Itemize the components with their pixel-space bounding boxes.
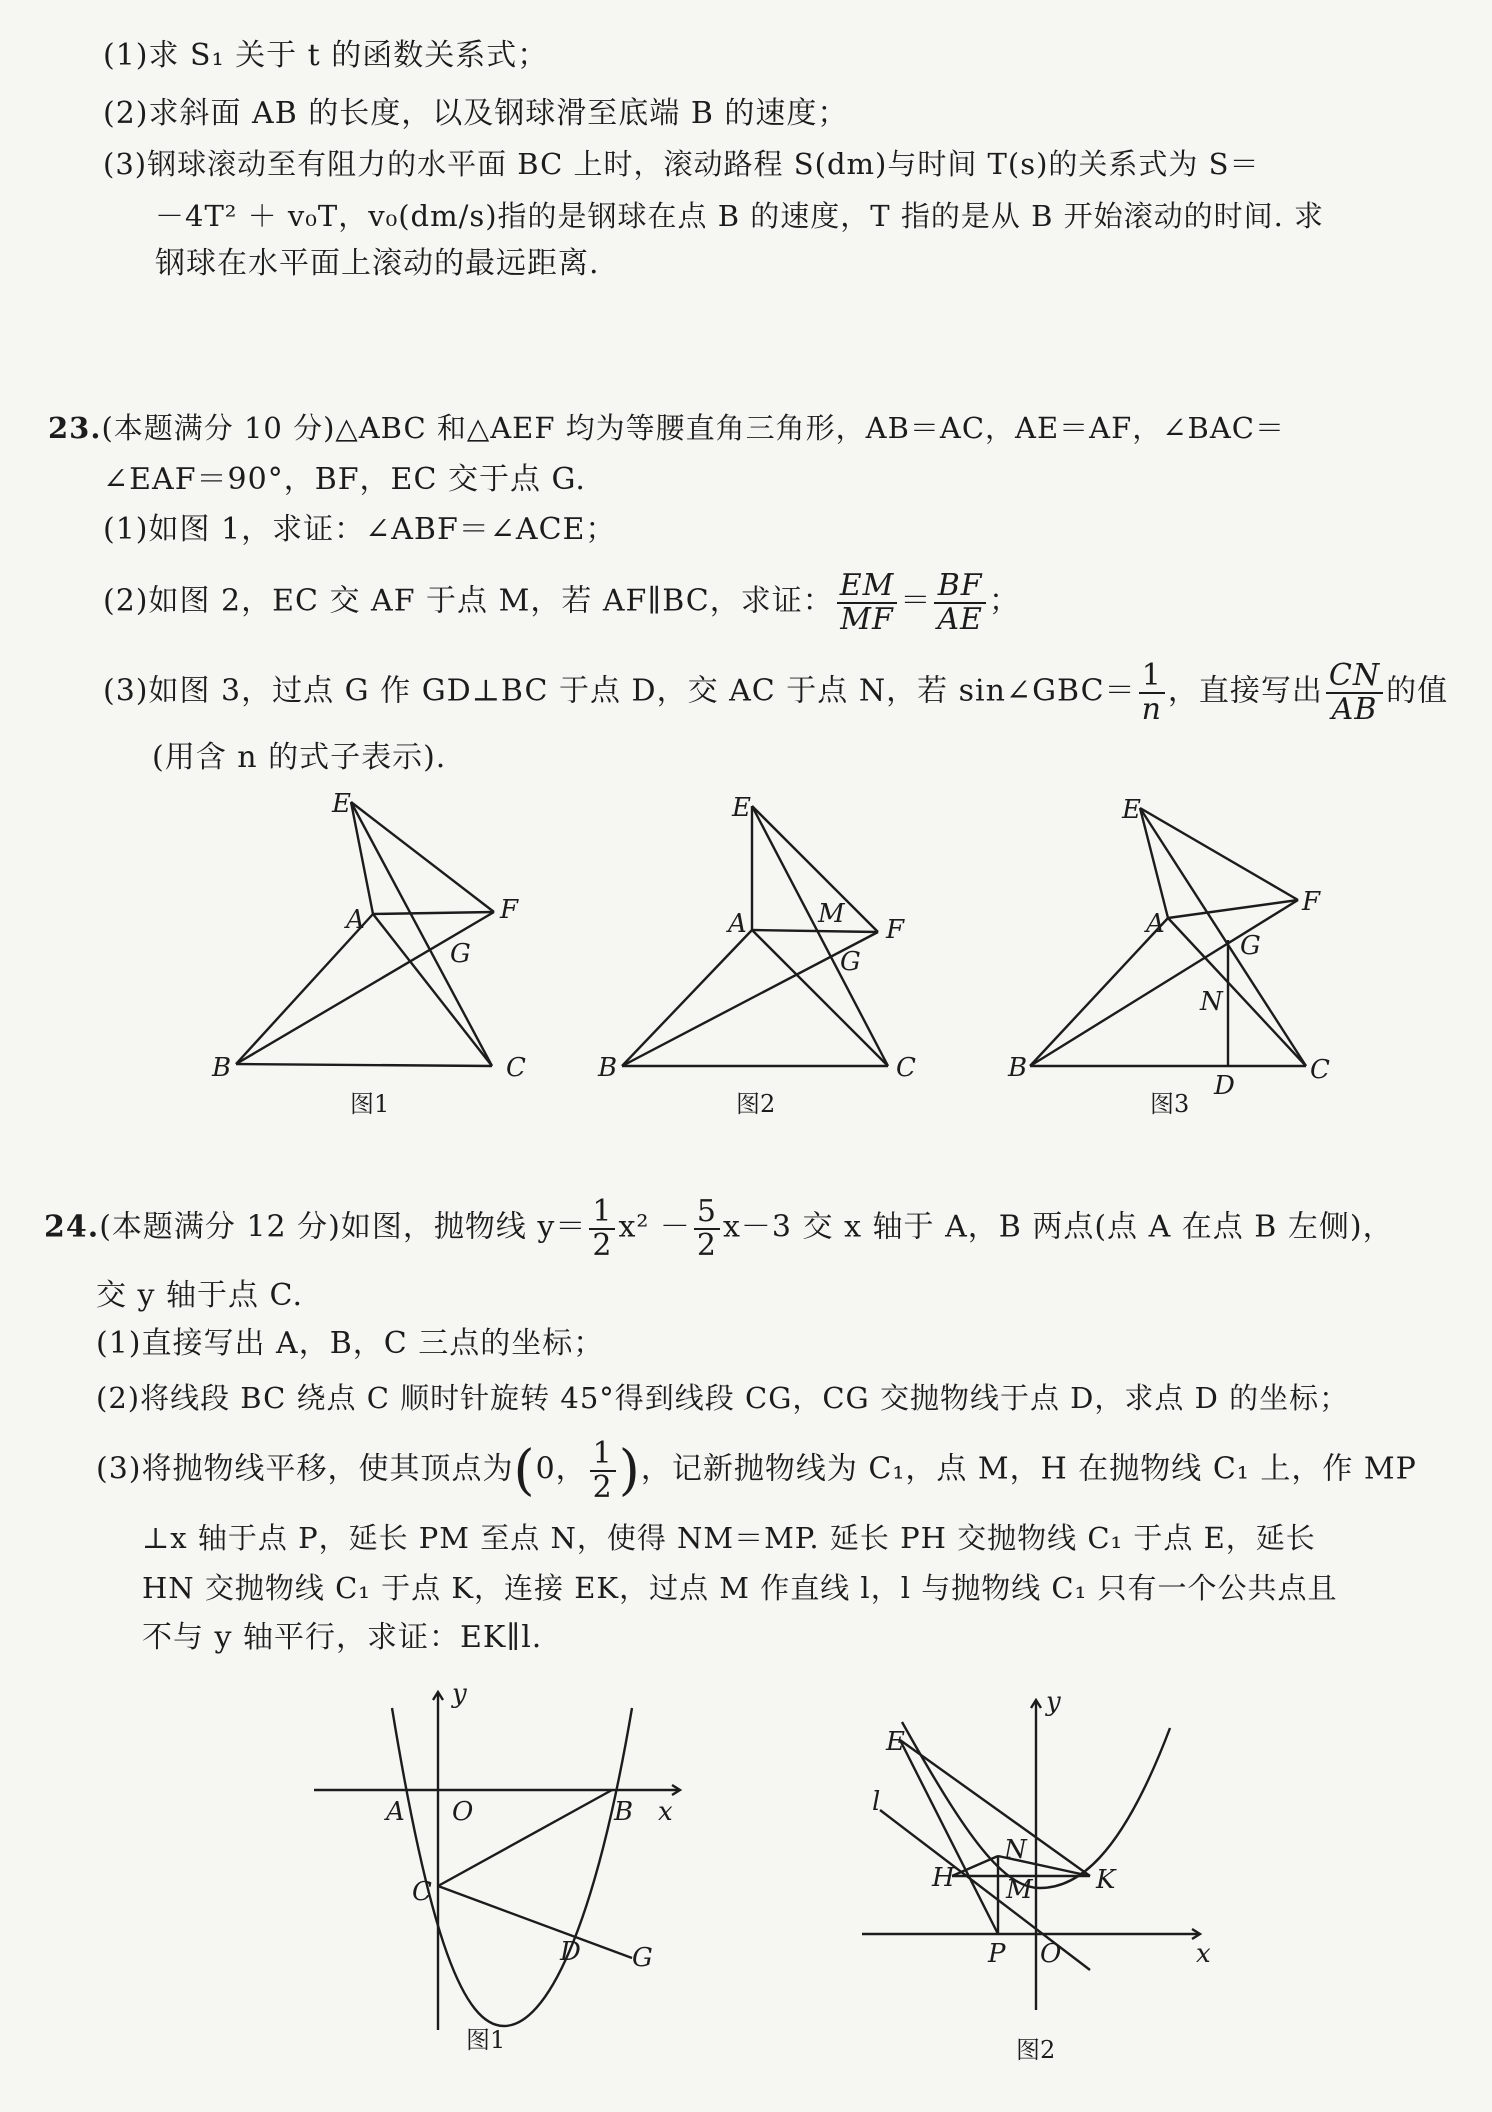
label-a: A xyxy=(346,905,365,935)
segment-ac xyxy=(752,930,888,1066)
q23-fig3-lines xyxy=(1030,808,1306,1066)
label-e: E xyxy=(732,793,751,823)
q24-header xyxy=(44,1196,1394,1261)
segment-ek xyxy=(900,1740,1090,1876)
label-k: K xyxy=(1096,1865,1116,1895)
q23-part1: (1)如图 1，求证：∠ABF＝∠ACE； xyxy=(103,512,617,547)
label-b: B xyxy=(212,1053,232,1083)
q24-fig1-graph xyxy=(314,1692,680,2030)
q22-part1: (1)求 S₁ 关于 t 的函数关系式； xyxy=(103,38,549,73)
q23-part3-end: 的值 xyxy=(1386,673,1449,709)
q24-header-mid1: x² － xyxy=(618,1209,691,1245)
q23-number: 23. xyxy=(48,411,102,445)
label-l: l xyxy=(872,1787,881,1817)
q24-fig2-graph xyxy=(862,1700,1200,2010)
segment-ac xyxy=(1168,918,1306,1066)
fraction-denominator: 2 xyxy=(592,1469,613,1505)
vertex-x: 0， xyxy=(535,1451,587,1487)
equals-sign: ＝ xyxy=(900,583,932,619)
label-c: C xyxy=(412,1877,432,1907)
segment-ab xyxy=(236,914,373,1064)
q22-part3-line1: (3)钢球滚动至有阻力的水平面 BC 上时，滚动路程 S(dm)与时间 T(s)的关系式为 S＝ xyxy=(103,147,1260,181)
segment-ec xyxy=(1140,808,1306,1066)
q23-header-line2: ∠EAF＝90°，BF，EC 交于点 G. xyxy=(103,462,586,497)
q24-fig2-caption: 图2 xyxy=(1016,2036,1056,2064)
q24-part3-text: (3)将抛物线平移，使其顶点为 xyxy=(96,1451,514,1487)
label-h: H xyxy=(932,1863,955,1893)
q23-fig1-lines xyxy=(236,802,494,1066)
fraction-denominator: 2 xyxy=(696,1227,718,1263)
q24-part3-line2: ⊥x 轴于点 P，延长 PM 至点 N，使得 NM＝MP. 延长 PH 交抛物线 C₁ 于点 E，延长 xyxy=(142,1521,1316,1555)
fraction-numerator: BF xyxy=(934,570,986,604)
label-g: G xyxy=(450,939,471,969)
segment-bc xyxy=(236,1064,492,1066)
label-b: B xyxy=(598,1053,618,1083)
label-f: F xyxy=(500,895,519,925)
q22-part2: (2)求斜面 AB 的长度，以及钢球滑至底端 B 的速度； xyxy=(103,96,849,131)
q24-part3-line4: 不与 y 轴平行，求证：EK∥l. xyxy=(142,1620,543,1655)
label-x: x xyxy=(658,1797,673,1827)
label-g: G xyxy=(632,1943,653,1973)
semicolon: ； xyxy=(988,583,1020,619)
fraction-denominator: 2 xyxy=(592,1227,613,1263)
label-g: G xyxy=(1240,931,1261,961)
label-a: A xyxy=(386,1797,405,1827)
label-p: P xyxy=(988,1939,1006,1969)
label-m: M xyxy=(818,899,845,929)
q23-header-text: (本题满分 10 分)△ABC 和△AEF 均为等腰直角三角形，AB＝AC，AE＝AF，∠BAC＝ xyxy=(101,411,1285,445)
label-d: D xyxy=(560,1937,581,1967)
label-c: C xyxy=(506,1053,526,1083)
segment-ec xyxy=(351,802,492,1066)
segment-af xyxy=(373,912,494,914)
q23-part2-text: (2)如图 2，EC 交 AF 于点 M，若 AF∥BC，求证： xyxy=(103,583,834,619)
fraction-numerator: 1 xyxy=(589,1196,615,1230)
parabola xyxy=(392,1708,632,2026)
label-e: E xyxy=(886,1727,905,1757)
label-n: N xyxy=(1004,1835,1027,1865)
fraction-denominator: AE xyxy=(937,601,983,637)
q24-part3-post: ，记新抛物线为 C₁，点 M，H 在抛物线 C₁ 上，作 MP xyxy=(640,1451,1417,1487)
fraction-numerator: 1 xyxy=(1139,660,1165,694)
label-o: O xyxy=(452,1797,474,1827)
q24-part3-line3: HN 交抛物线 C₁ 于点 K，连接 EK，过点 M 作直线 l，l 与抛物线 C₁ 只有一个公共点且 xyxy=(142,1571,1338,1605)
q24-part2: (2)将线段 BC 绕点 C 顺时针旋转 45°得到线段 CG，CG 交抛物线于点 D，求点 D 的坐标； xyxy=(96,1381,1350,1415)
q24-part3 xyxy=(96,1438,1417,1503)
q22-part3-line3: 钢球在水平面上滚动的最远距离. xyxy=(155,246,600,281)
fraction-denominator: MF xyxy=(840,601,894,637)
label-f: F xyxy=(886,915,905,945)
q24-fig1-caption: 图1 xyxy=(466,2026,506,2054)
q24-fraction-1-2 xyxy=(589,1196,615,1261)
label-n: N xyxy=(1200,987,1223,1017)
q24-fraction-5-2 xyxy=(694,1196,720,1261)
segment-ef xyxy=(351,802,494,912)
left-paren: ( xyxy=(513,1438,536,1502)
fraction-denominator: AB xyxy=(1331,691,1378,727)
label-e: E xyxy=(332,789,351,819)
q23-fig3-caption: 图3 xyxy=(1150,1090,1190,1118)
q23-fig1-caption: 图1 xyxy=(350,1090,390,1118)
q24-header-line2: 交 y 轴于点 C. xyxy=(96,1278,303,1313)
label-b: B xyxy=(1008,1053,1028,1083)
q23-fig2-lines xyxy=(622,806,888,1066)
q24-part1: (1)直接写出 A，B，C 三点的坐标； xyxy=(96,1326,605,1361)
segment-af xyxy=(752,930,878,932)
q24-header-mid2: x－3 交 x 轴于 A，B 两点(点 A 在点 B 左侧)， xyxy=(723,1209,1394,1245)
fraction-numerator: CN xyxy=(1326,660,1383,694)
label-o: O xyxy=(1040,1939,1062,1969)
fraction-numerator: EM xyxy=(837,570,898,604)
label-e: E xyxy=(1122,795,1141,825)
segment-ef xyxy=(752,806,878,932)
label-b: B xyxy=(614,1797,634,1827)
q23-part3-mid: ，直接写出 xyxy=(1167,673,1323,709)
label-c: C xyxy=(896,1053,916,1083)
q24-number: 24. xyxy=(44,1209,100,1245)
segment-ef xyxy=(1140,808,1298,900)
label-m: M xyxy=(1006,1875,1033,1905)
right-paren: ) xyxy=(618,1438,641,1502)
label-x: x xyxy=(1196,1939,1211,1969)
label-g: G xyxy=(840,947,861,977)
q24-header-text: (本题满分 12 分)如图，抛物线 y＝ xyxy=(99,1209,587,1245)
segment-ea xyxy=(351,802,373,914)
label-y: y xyxy=(1046,1687,1061,1717)
segment-ac xyxy=(373,914,492,1066)
fraction-denominator: n xyxy=(1141,691,1162,727)
fraction-numerator: 1 xyxy=(590,1438,616,1472)
q22-part3-line2: －4T² ＋ v₀T，v₀(dm/s)指的是钢球在点 B 的速度，T 指的是从 B 开始滚动的时间. 求 xyxy=(155,199,1325,233)
q23-part3-text: (3)如图 3，过点 G 作 GD⊥BC 于点 D，交 AC 于点 N，若 sin∠GBC＝ xyxy=(103,673,1136,709)
label-f: F xyxy=(1302,887,1321,917)
segment-ec xyxy=(752,806,888,1066)
segment-ea xyxy=(1140,808,1168,918)
label-a: A xyxy=(1146,909,1165,939)
q23-part3-line2: (用含 n 的式子表示). xyxy=(152,740,447,775)
segment-af xyxy=(1168,900,1298,918)
label-c: C xyxy=(1310,1055,1330,1085)
label-y: y xyxy=(452,1679,467,1709)
segment-bf xyxy=(236,912,494,1064)
q24-fraction-vertex xyxy=(590,1438,616,1503)
segment-ab xyxy=(622,930,752,1066)
fraction-numerator: 5 xyxy=(694,1196,720,1230)
segment-cg xyxy=(438,1886,632,1958)
label-a: A xyxy=(728,909,747,939)
label-d: D xyxy=(1214,1071,1235,1101)
q23-fig2-caption: 图2 xyxy=(736,1090,776,1118)
